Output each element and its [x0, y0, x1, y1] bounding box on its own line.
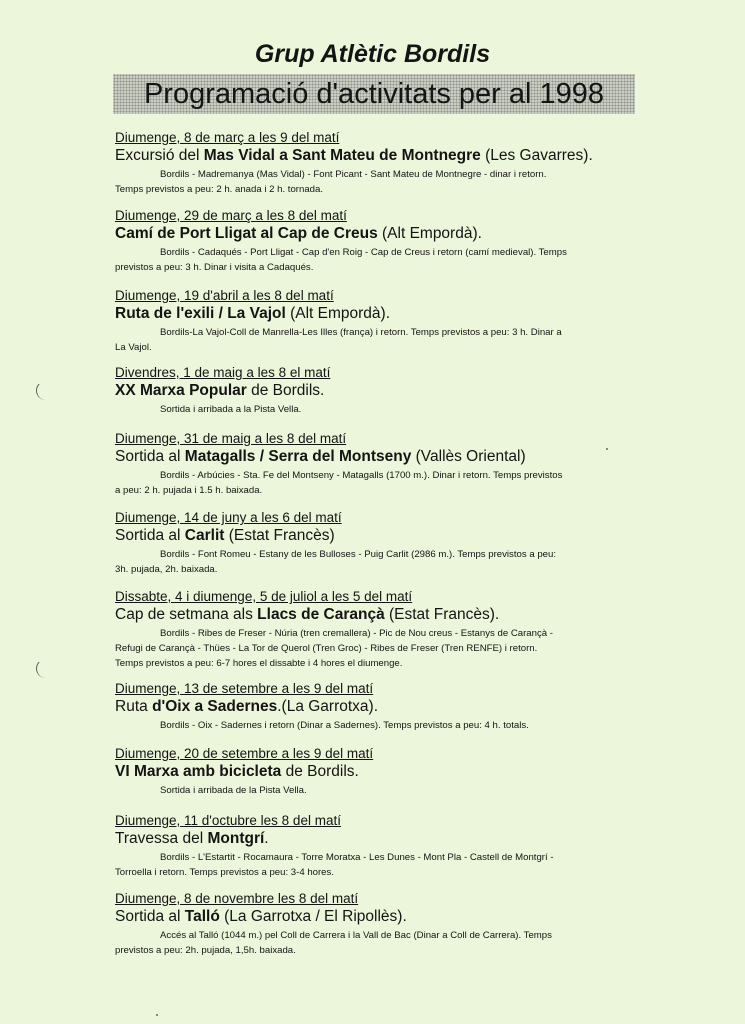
event-description-line: Bordils - Ribes de Freser - Núria (tren cremallera) - Pic de Nou creus - Estanys de Carançà -	[160, 628, 553, 639]
event-description	[115, 325, 675, 355]
event-title-text: Ruta	[115, 698, 153, 715]
event-description-line: Torroella i retorn. Temps previstos a peu: 3-4 hores.	[115, 867, 334, 878]
event-item	[115, 891, 675, 958]
event-description	[115, 783, 675, 798]
event-description	[115, 626, 675, 671]
event-title	[115, 762, 675, 782]
event-title-text: Excursió del	[115, 147, 204, 164]
event-title-text: (Alt Empordà).	[285, 305, 391, 322]
event-title	[115, 605, 675, 625]
event-title	[115, 697, 675, 717]
event-title	[115, 224, 675, 244]
event-title-bold: Matagalls / Serra del Montseny	[184, 448, 412, 465]
event-description-line: Sortida i arribada a la Pista Vella.	[160, 404, 302, 415]
event-description-line: Accés al Talló (1044 m.) pel Coll de Carrera i la Vall de Bac (Dinar a Coll de Carrera). Temps	[160, 930, 552, 941]
event-title-text: .	[264, 830, 269, 847]
event-item	[115, 681, 675, 733]
event-date: Diumenge, 8 de març a les 9 del matí	[115, 130, 340, 145]
event-description-line: La Vajol.	[115, 342, 152, 353]
event-title	[115, 829, 675, 849]
event-description-line: a peu: 2 h. pujada i 1.5 h. baixada.	[115, 485, 263, 496]
event-title-text: (Estat Francès).	[384, 606, 500, 623]
binder-hole-mark	[36, 381, 55, 400]
event-title-bold: Ruta de l'exili / La Vajol	[115, 305, 286, 322]
event-date: Diumenge, 14 de juny a les 6 del matí	[115, 510, 342, 525]
event-title-text: Sortida al	[115, 448, 185, 465]
event-title-text: de Bordils.	[281, 763, 359, 780]
event-date: Diumenge, 29 de març a les 8 del matí	[115, 208, 347, 223]
event-title-text: (Vallès Oriental)	[411, 448, 526, 465]
event-title-text: (Alt Empordà).	[377, 225, 482, 242]
event-description	[115, 928, 675, 958]
event-item	[115, 746, 675, 798]
event-item	[115, 510, 675, 577]
event-date: Diumenge, 13 de setembre a les 9 del matí	[115, 681, 374, 696]
event-date: Divendres, 1 de maig a les 8 el matí	[115, 365, 331, 380]
event-description-line: Bordils - L'Estartit - Rocamaura - Torre Moratxa - Les Dunes - Mont Pla - Castell de Montgrí -	[160, 852, 554, 863]
event-title-bold: Carlit	[184, 527, 225, 544]
event-description	[115, 718, 675, 733]
event-description-line: Bordils - Cadaqués - Port Lligat - Cap d'en Roig - Cap de Creus i retorn (camí medieval). Temps	[160, 247, 567, 258]
event-date: Diumenge, 11 d'octubre les 8 del matí	[115, 813, 341, 828]
event-item	[115, 813, 675, 880]
club-title: Grup Atlètic Bordils	[254, 40, 491, 68]
event-title	[115, 146, 675, 166]
event-description-line: Refugi de Carançà - Thües - La Tor de Querol (Tren Groc) - Ribes de Freser (Tren RENFE) i retorn.	[115, 643, 538, 654]
event-title-bold: Camí de Port Lligat al Cap de Creus	[115, 225, 378, 242]
event-description-line: Bordils - Arbúcies - Sta. Fe del Montseny - Matagalls (1700 m.). Dinar i retorn. Temps previstos	[160, 470, 563, 481]
event-title	[115, 447, 675, 467]
event-title-bold: Talló	[184, 908, 220, 925]
paper-speck	[156, 1014, 158, 1016]
event-description	[115, 850, 675, 880]
event-title	[115, 304, 675, 324]
event-title-bold: Llacs de Carançà	[257, 606, 385, 623]
event-title	[115, 907, 675, 927]
event-description	[115, 468, 675, 498]
event-title-bold: XX Marxa Popular	[115, 382, 247, 399]
event-description	[115, 402, 675, 417]
event-title-text: Sortida al	[115, 527, 185, 544]
paper-speck	[606, 448, 608, 450]
event-title-bold: Montgrí	[207, 830, 265, 847]
event-date: Diumenge, 8 de novembre les 8 del matí	[115, 891, 359, 906]
event-title-text: Sortida al	[115, 908, 185, 925]
event-description-line: 3h. pujada, 2h. baixada.	[115, 564, 218, 575]
event-description-line: previstos a peu: 3 h. Dinar i visita a Cadaqués.	[115, 262, 314, 273]
event-date: Diumenge, 31 de maig a les 8 del matí	[115, 431, 347, 446]
event-title-text: (La Garrotxa / El Ripollès).	[219, 908, 407, 925]
event-item	[115, 431, 675, 498]
event-item	[115, 365, 675, 417]
event-title	[115, 381, 675, 401]
event-description-line: Temps previstos a peu: 6-7 hores el dissabte i 4 hores el diumenge.	[115, 658, 403, 669]
event-description	[115, 547, 675, 577]
event-description-line: Sortida i arribada de la Pista Vella.	[160, 785, 307, 796]
event-title-bold: d'Oix a Sadernes	[152, 698, 278, 715]
event-date: Dissabte, 4 i diumenge, 5 de juliol a les 5 del matí	[115, 589, 413, 604]
event-date: Diumenge, 20 de setembre a les 9 del matí	[115, 746, 374, 761]
event-item	[115, 208, 675, 275]
event-description	[115, 167, 675, 197]
event-item	[115, 589, 675, 671]
event-item	[115, 288, 675, 355]
program-title: Programació d'activitats per al 1998	[143, 78, 605, 110]
event-item	[115, 130, 675, 197]
event-description	[115, 245, 675, 275]
event-title-text: (Les Gavarres).	[480, 147, 593, 164]
event-title-text: Travessa del	[115, 830, 208, 847]
event-title-bold: Mas Vidal a Sant Mateu de Montnegre	[203, 147, 481, 164]
event-description-line: Temps previstos a peu: 2 h. anada i 2 h. tornada.	[115, 184, 323, 195]
event-date: Diumenge, 19 d'abril a les 8 del matí	[115, 288, 334, 303]
event-description-line: previstos a peu: 2h. pujada, 1,5h. baixada.	[115, 945, 296, 956]
event-title-text: de Bordils.	[246, 382, 325, 399]
binder-hole-mark	[36, 659, 55, 678]
event-title-bold: VI Marxa amb bicicleta	[115, 763, 282, 780]
event-title-text: .(La Garrotxa).	[277, 698, 379, 715]
event-description-line: Bordils-La Vajol-Coll de Manrella-Les Illes (frança) i retorn. Temps previstos a peu: 3 h. Dinar a	[160, 327, 562, 338]
event-description-line: Bordils - Font Romeu - Estany de les Bulloses - Puig Carlit (2986 m.). Temps previstos a peu:	[160, 549, 556, 560]
event-description-line: Bordils - Madremanya (Mas Vidal) - Font Picant - Sant Mateu de Montnegre - dinar i retorn.	[160, 169, 547, 180]
event-title-text: (Estat Francès)	[224, 527, 335, 544]
event-description-line: Bordils - Oix - Sadernes i retorn (Dinar a Sadernes). Temps previstos a peu: 4 h. totals.	[160, 720, 529, 731]
event-title	[115, 526, 675, 546]
event-title-text: Cap de setmana als	[115, 606, 258, 623]
